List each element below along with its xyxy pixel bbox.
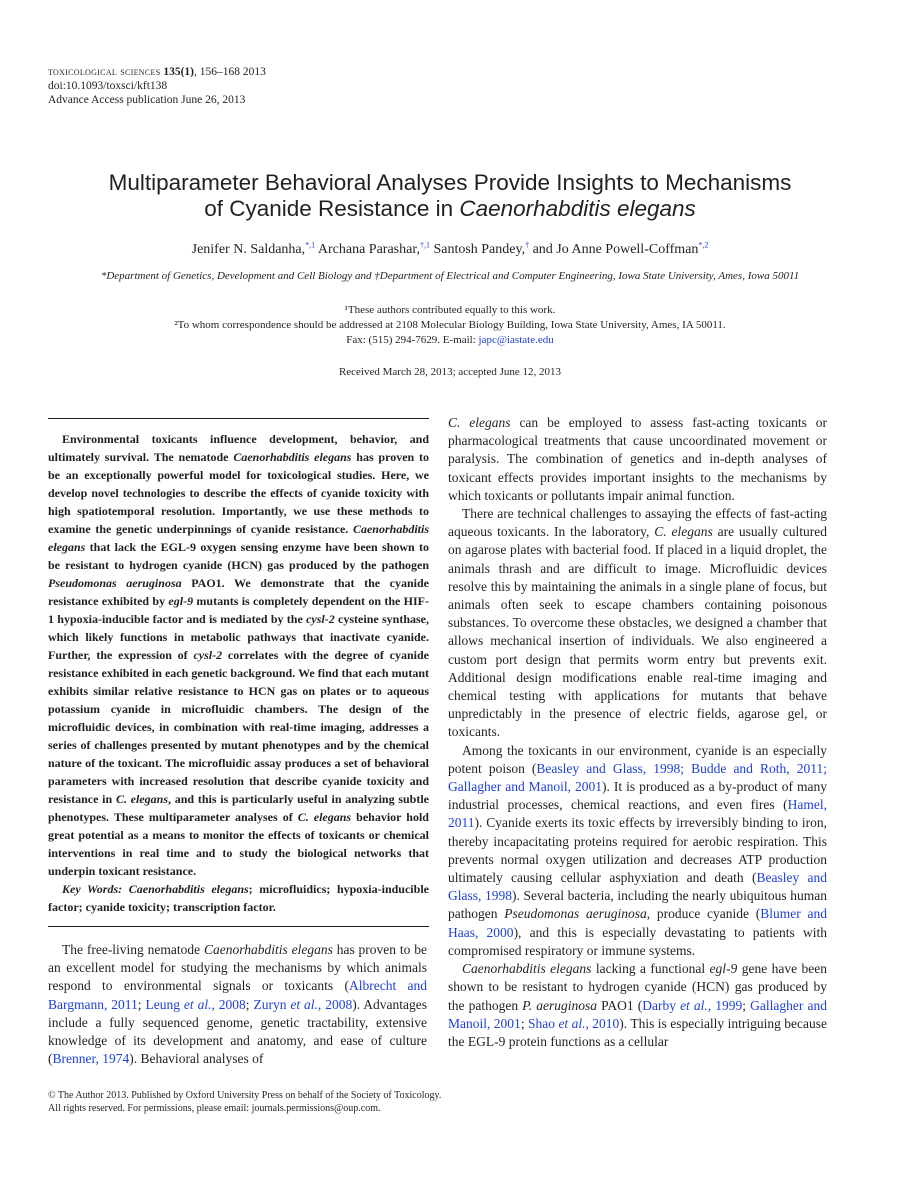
doi: doi:10.1093/toxsci/kft138 [48, 80, 168, 92]
body-paragraph: Among the toxicants in our environment, cyanide is an especially potent poison (Beasley and Glass, 1998; Budde and Roth, 2011; Gallagher and Manoil, 2001). It is produced as a by-product of many industrial processes, chemical reactions, and even fires (Hamel, 2011). Cyanide exerts its toxic effects by irreversibly binding to iron, thereby incapacitating proteins required for aerobic respiration. This prevents normal oxygen utilization and decreases ATP production ultimately causing cellular asphyxiation and death (Beasley and Glass, 1998). Several bacteria, including the nearly ubiquitous human pathogen Pseudomonas aeruginosa, produce cyanide (Blumer and Haas, 2000), and this is especially devastating to patients with compromised respiratory or immune systems. [448, 742, 828, 958]
contact-line [0, 333, 900, 348]
citation-link[interactable]: Darby et al., 1999 [642, 997, 743, 1013]
author-name: Jenifer N. Saldanha, [191, 242, 306, 257]
author-name: Santosh Pandey, [429, 242, 526, 257]
abstract [48, 430, 429, 916]
title-line-2-italic: Caenorhabditis elegans [459, 196, 696, 221]
fax-text: Fax: (515) 294-7629. E-mail: [346, 334, 479, 346]
abstract-bottom-rule [48, 926, 429, 927]
copyright-line: © The Author 2013. Published by Oxford University Press on behalf of the Society of Toxicology. [48, 1090, 442, 1101]
affiliation-mark[interactable]: *,1 [305, 240, 316, 250]
citation-link[interactable]: Albrecht and Bargmann, 2011 [48, 978, 427, 1012]
article-title [40, 170, 860, 222]
affiliation: *Department of Genetics, Development and Cell Biology and †Department of Electrical and Computer Engineering, Iowa State University, Ames, Iowa 50011 [100, 270, 800, 282]
abstract-text: Environmental toxicants influence development, behavior, and ultimately survival. The nematode Caenorhabditis elegans has proven to be an exceptionally powerful model for toxicological studies. Here, we develop novel technologies to describe the effects of cyanide toxicity with high spatiotemporal resolution. Importantly, we use these methods to examine the genetic underpinnings of cyanide resistance. Caenorhabditis elegans that lack the EGL-9 oxygen sensing enzyme have been shown to be resistant to hydrogen cyanide (HCN) gas produced by the pathogen Pseudomonas aeruginosa PAO1. We demonstrate that the cyanide resistance exhibited by egl-9 mutants is completely dependent on the HIF-1 hypoxia-inducible factor and is mediated by the cysl-2 cysteine synthase, which likely functions in metabolic pathways that inactivate cyanide. Further, the expression of cysl-2 correlates with the degree of cyanide resistance exhibited in each genetic background. We find that each mutant exhibits similar relative resistance to HCN gas on plates or to aqueous potassium cyanide in microfluidic chambers. The design of the microfluidic devices, in combination with real-time imaging, addresses a series of challenges presented by mutant phenotypes and by the chemical nature of the toxicant. The microfluidic assay produces a set of behavioral parameters with increased resolution that describe cyanide toxicity and resistance in C. elegans, and this is particularly useful in analyzing subtle phenotypes. These multiparameter analyses of C. elegans behavior hold great potential as a means to monitor the effects of toxicants or chemical interventions in real time and to study the biological networks that underpin toxicant resistance. [48, 432, 430, 878]
volume: 135(1) [163, 66, 194, 78]
citation-link[interactable]: Brenner, 1974 [52, 1051, 130, 1067]
author-name: and Jo Anne Powell-Coffman [529, 242, 699, 257]
citation-link[interactable]: Beasley and Glass, 1998 [448, 870, 827, 904]
title-line-1: Multiparameter Behavioral Analyses Provide Insights to Mechanisms [108, 170, 792, 195]
title-line-2 [40, 196, 860, 222]
citation-link[interactable]: Gallagher and Manoil, 2001 [448, 997, 827, 1031]
equal-contribution-note: ¹These authors contributed equally to this work. [344, 304, 556, 316]
key-words: Key Words: Caenorhabditis elegans; microfluidics; hypoxia-inducible factor; cyanide toxicity; transcription factor. [48, 882, 429, 914]
author-name: Archana Parashar, [315, 242, 420, 257]
advance-access: Advance Access publication June 26, 2013 [48, 94, 246, 106]
body-paragraph: Caenorhabditis elegans lacking a functional egl-9 gene have been shown to be resistant to hydrogen cyanide (HCN) gas produced by the pathogen P. aeruginosa PAO1 (Darby et al., 1999; Gallagher and Manoil, 2001; Shao et al., 2010). This is especially intriguing because the EGL-9 protein functions as a cellular [448, 961, 828, 1049]
citation-link[interactable]: Shao et al., 2010 [528, 1015, 620, 1031]
author-list [0, 242, 900, 258]
citation-link[interactable]: Blumer and Haas, 2000 [448, 906, 827, 940]
abstract-top-rule [48, 418, 429, 419]
left-column-body [48, 941, 427, 1068]
correspondence-note: ²To whom correspondence should be addressed at 2108 Molecular Biology Building, Iowa State University, Ames, IA 50011. [174, 319, 726, 331]
citation-link[interactable]: Leung et al., 2008 [145, 996, 246, 1012]
author-notes [0, 303, 900, 348]
title-line-2-plain: of Cyanide Resistance in [204, 196, 460, 221]
intro-paragraph: The free-living nematode Caenorhabditis elegans has proven to be an excellent model for studying the mechanisms by which animals respond to environmental signals or toxicants (Albrecht and Bargmann, 2011; Leung et al., 2008; Zuryn et al., 2008). Advantages include a fully sequenced genome, genetic tractability, extensive knowledge of its development and anatomy, and ease of culture (Brenner, 1974). Behavioral analyses of [48, 942, 428, 1067]
permissions-line: All rights reserved. For permissions, please email: journals.permissions@oup.com. [48, 1103, 381, 1114]
right-column-body [448, 414, 827, 1051]
citation-line [48, 65, 266, 79]
email-link[interactable]: japc@iastate.edu [478, 334, 554, 346]
received-dates: Received March 28, 2013; accepted June 12, 2013 [338, 366, 562, 378]
citation-link[interactable]: Hamel, 2011 [448, 797, 827, 831]
citation-link[interactable]: Zuryn et al., 2008 [253, 996, 353, 1012]
journal-name: toxicological sciences [48, 66, 161, 78]
copyright-footer [48, 1089, 441, 1115]
affiliation-mark[interactable]: *,2 [698, 240, 709, 250]
citation-link[interactable]: Beasley and Glass, 1998; Budde and Roth, 2011; Gallagher and Manoil, 2001 [448, 760, 827, 795]
running-header [48, 65, 266, 107]
affiliation-mark[interactable]: †,1 [419, 240, 430, 250]
body-paragraph: There are technical challenges to assaying the effects of fast-acting aqueous toxicants. In the laboratory, C. elegans are usually cultured on agarose plates with bacterial food. If placed in a liquid droplet, the animals thrash and are difficult to image. Microfluidic devices resolve this by maintaining the animals in a single plane of focus, but animals often seek to escape chambers containing poisonous substances. To overcome these obstacles, we designed a chamber that allows mechanical insertion of individuals. We also engineered a custom port design that permits worm entry but prevents exit. Additional design modifications enable real-time imaging and chemical testing with applications for mutants that behave unpredictably in the presence of electric fields, agarose gel, or toxicants. [448, 506, 827, 740]
affiliation-mark[interactable]: † [525, 240, 530, 250]
body-paragraph: C. elegans can be employed to assess fast-acting toxicants or pharmacological treatments that cause uncoordinated movement or paralysis. The combination of genetics and in-depth analyses of toxicant effects provides important insights to the mechanisms by which toxicants or pollutants impair animal function. [448, 415, 827, 503]
pages: , 156–168 2013 [194, 66, 266, 78]
